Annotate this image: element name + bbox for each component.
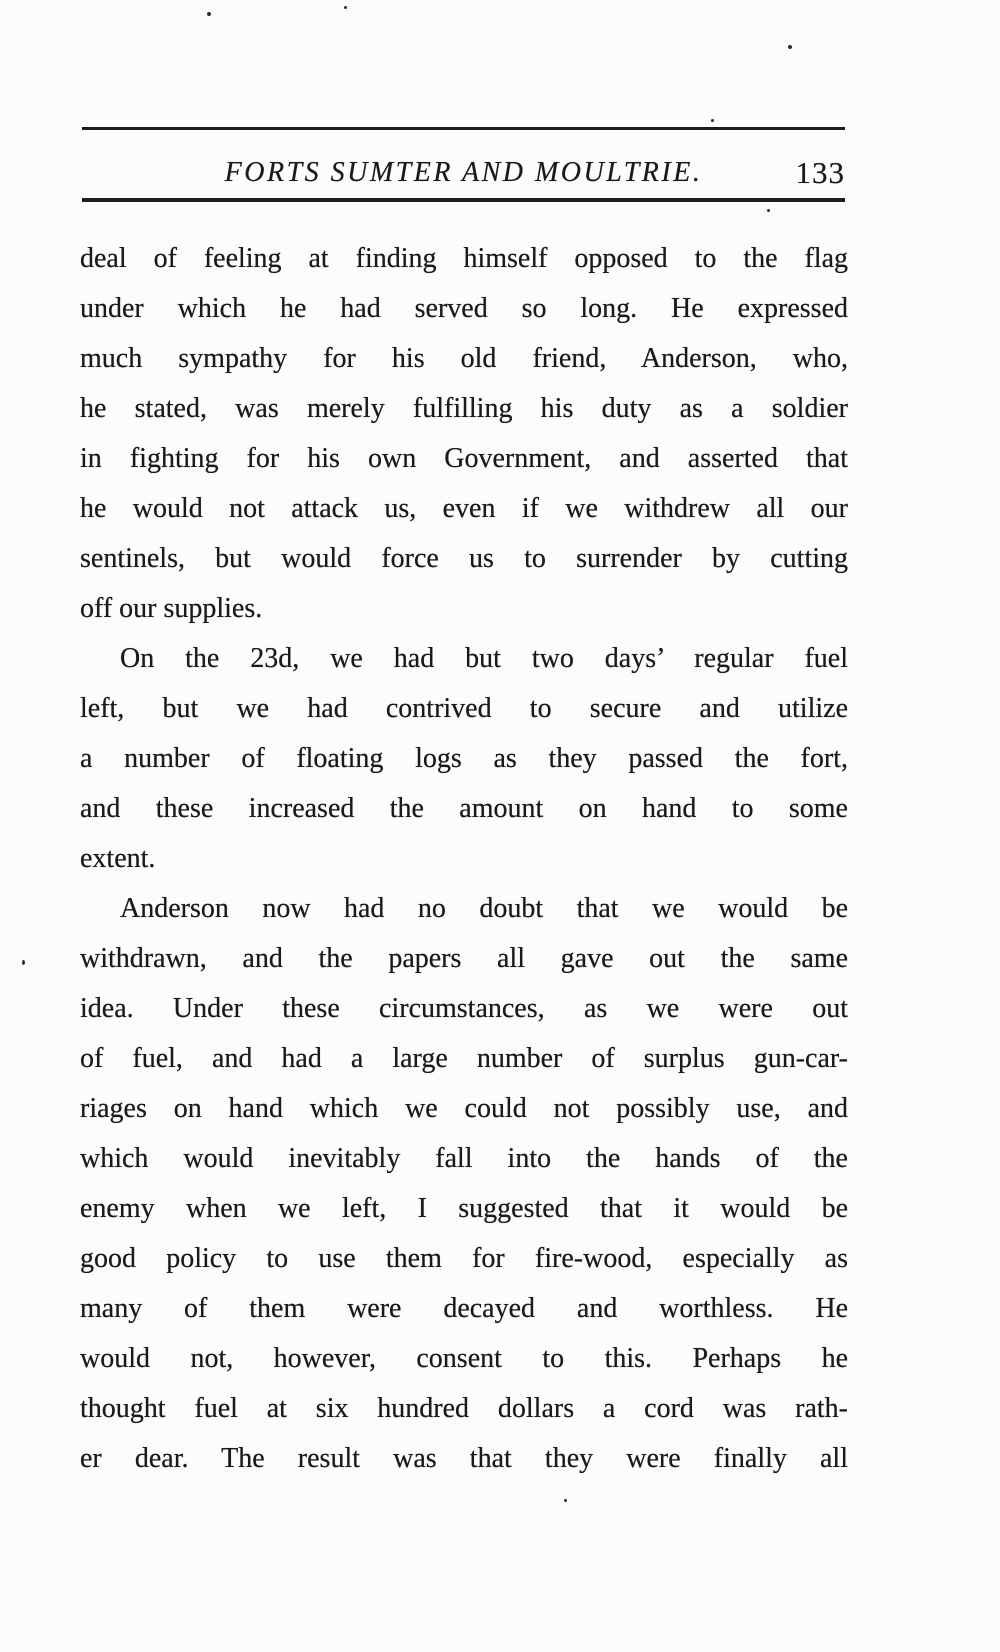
scan-speck [22, 960, 25, 965]
text-line: and these increased the amount on hand to some [80, 793, 848, 824]
text-line: many of them were decayed and worthless. He [80, 1293, 848, 1324]
text-line: extent. [80, 843, 156, 874]
text-line: deal of feeling at finding himself opposed to the flag [80, 243, 848, 274]
text-line: under which he had served so long. He expressed [80, 293, 848, 324]
scan-speck [767, 209, 770, 212]
text-line: which would inevitably fall into the hands of the [80, 1143, 848, 1174]
text-line: a number of floating logs as they passed the fort, [80, 743, 848, 774]
text-line: riages on hand which we could not possibly use, and [80, 1093, 848, 1124]
text-line: Anderson now had no doubt that we would be [120, 893, 848, 924]
scan-speck [344, 6, 347, 9]
text-line: thought fuel at six hundred dollars a cord was rath- [80, 1393, 848, 1424]
text-line: sentinels, but would force us to surrender by cutting [80, 543, 848, 574]
running-head [82, 155, 845, 191]
text-line: off our supplies. [80, 593, 263, 624]
text-line: On the 23d, we had but two days’ regular fuel [120, 643, 848, 674]
text-line: left, but we had contrived to secure and utilize [80, 693, 848, 724]
text-line: he stated, was merely fulfilling his duty as a soldier [80, 393, 848, 424]
paragraph-2 [80, 634, 848, 884]
paragraph-1 [80, 234, 848, 634]
page-number: 133 [795, 155, 845, 190]
page-body [80, 234, 848, 1484]
text-line: in fighting for his own Government, and asserted that [80, 443, 848, 474]
running-head-rule-top [82, 127, 845, 130]
scan-speck [207, 12, 211, 16]
text-line: idea. Under these circumstances, as we were out [80, 993, 848, 1024]
running-head-rule-bottom [82, 198, 845, 202]
text-line: withdrawn, and the papers all gave out the same [80, 943, 848, 974]
chapter-title: FORTS SUMTER AND MOULTRIE. [224, 157, 703, 188]
scan-speck [788, 45, 792, 49]
text-line: er dear. The result was that they were finally all [80, 1443, 848, 1474]
text-line: much sympathy for his old friend, Anderson, who, [80, 343, 848, 374]
text-line: enemy when we left, I suggested that it would be [80, 1193, 848, 1224]
text-line: good policy to use them for fire-wood, especially as [80, 1243, 848, 1274]
scan-speck [711, 119, 714, 122]
paragraph-3 [80, 884, 848, 1484]
text-line: he would not attack us, even if we withdrew all our [80, 493, 848, 524]
scan-speck [564, 1499, 567, 1502]
text-line: would not, however, consent to this. Perhaps he [80, 1343, 848, 1374]
text-line: of fuel, and had a large number of surplus gun-car- [80, 1043, 848, 1074]
